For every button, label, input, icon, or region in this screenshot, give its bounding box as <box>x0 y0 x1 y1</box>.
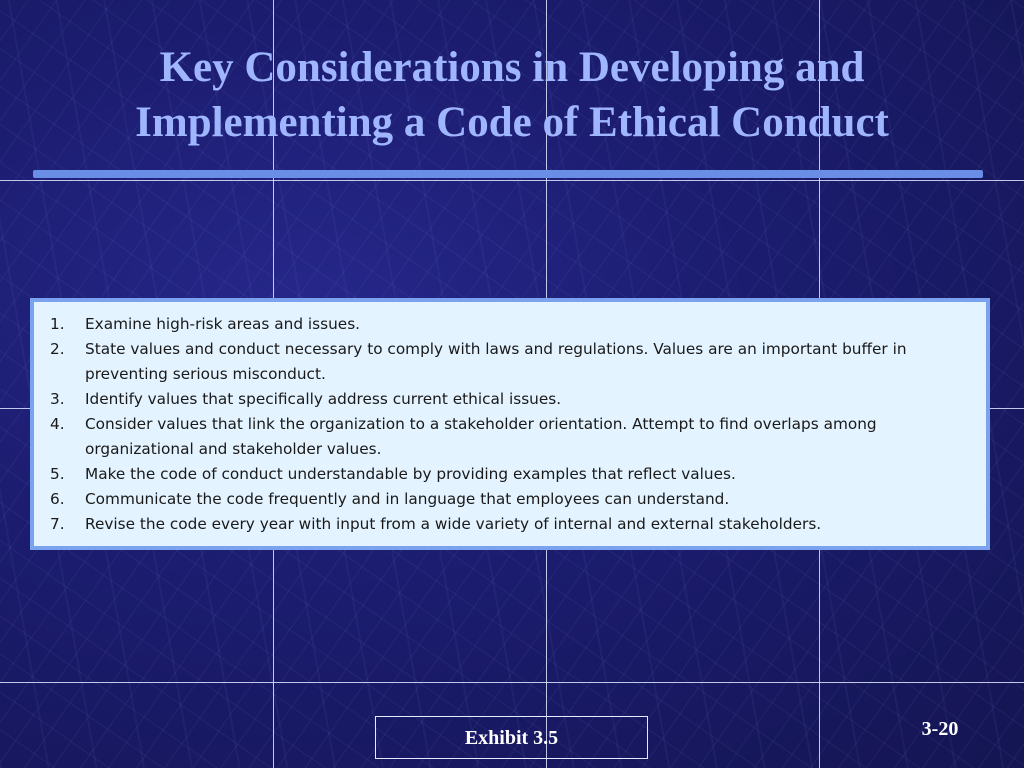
list-item <box>50 337 974 387</box>
slide-number: 3-20 <box>921 718 959 740</box>
title-underline <box>33 170 983 178</box>
item-text: Revise the code every year with input from a wide variety of internal and external stakeholders. <box>85 515 822 533</box>
item-text: Make the code of conduct understandable by providing examples that reflect values. <box>85 465 736 483</box>
list-item <box>50 387 974 412</box>
title-line: Key Considerations in Developing and <box>159 44 865 91</box>
item-text: Consider values that link the organization to a stakeholder orientation. Attempt to find overlaps among organizational and stakeholder values. <box>85 415 877 458</box>
exhibit-caption: Exhibit 3.5 <box>375 716 648 759</box>
list-item <box>50 512 974 537</box>
item-number: 4. <box>50 415 65 433</box>
slide-title <box>0 40 1024 150</box>
considerations-list <box>34 302 986 537</box>
grid-line <box>0 180 1024 181</box>
list-item <box>50 462 974 487</box>
item-number: 7. <box>50 515 65 533</box>
list-item <box>50 312 974 337</box>
title-line: Implementing a Code of Ethical Conduct <box>135 99 889 146</box>
item-number: 6. <box>50 490 65 508</box>
item-number: 5. <box>50 465 65 483</box>
item-text: State values and conduct necessary to comply with laws and regulations. Values are an important buffer in preventing serious misconduct. <box>85 340 907 383</box>
item-number: 2. <box>50 340 65 358</box>
list-item <box>50 412 974 462</box>
item-text: Communicate the code frequently and in language that employees can understand. <box>85 490 730 508</box>
item-number: 1. <box>50 315 65 333</box>
exhibit-box <box>30 298 990 550</box>
item-text: Examine high-risk areas and issues. <box>85 315 361 333</box>
grid-line <box>0 682 1024 683</box>
item-number: 3. <box>50 390 65 408</box>
item-text: Identify values that specifically address current ethical issues. <box>85 390 562 408</box>
list-item <box>50 487 974 512</box>
